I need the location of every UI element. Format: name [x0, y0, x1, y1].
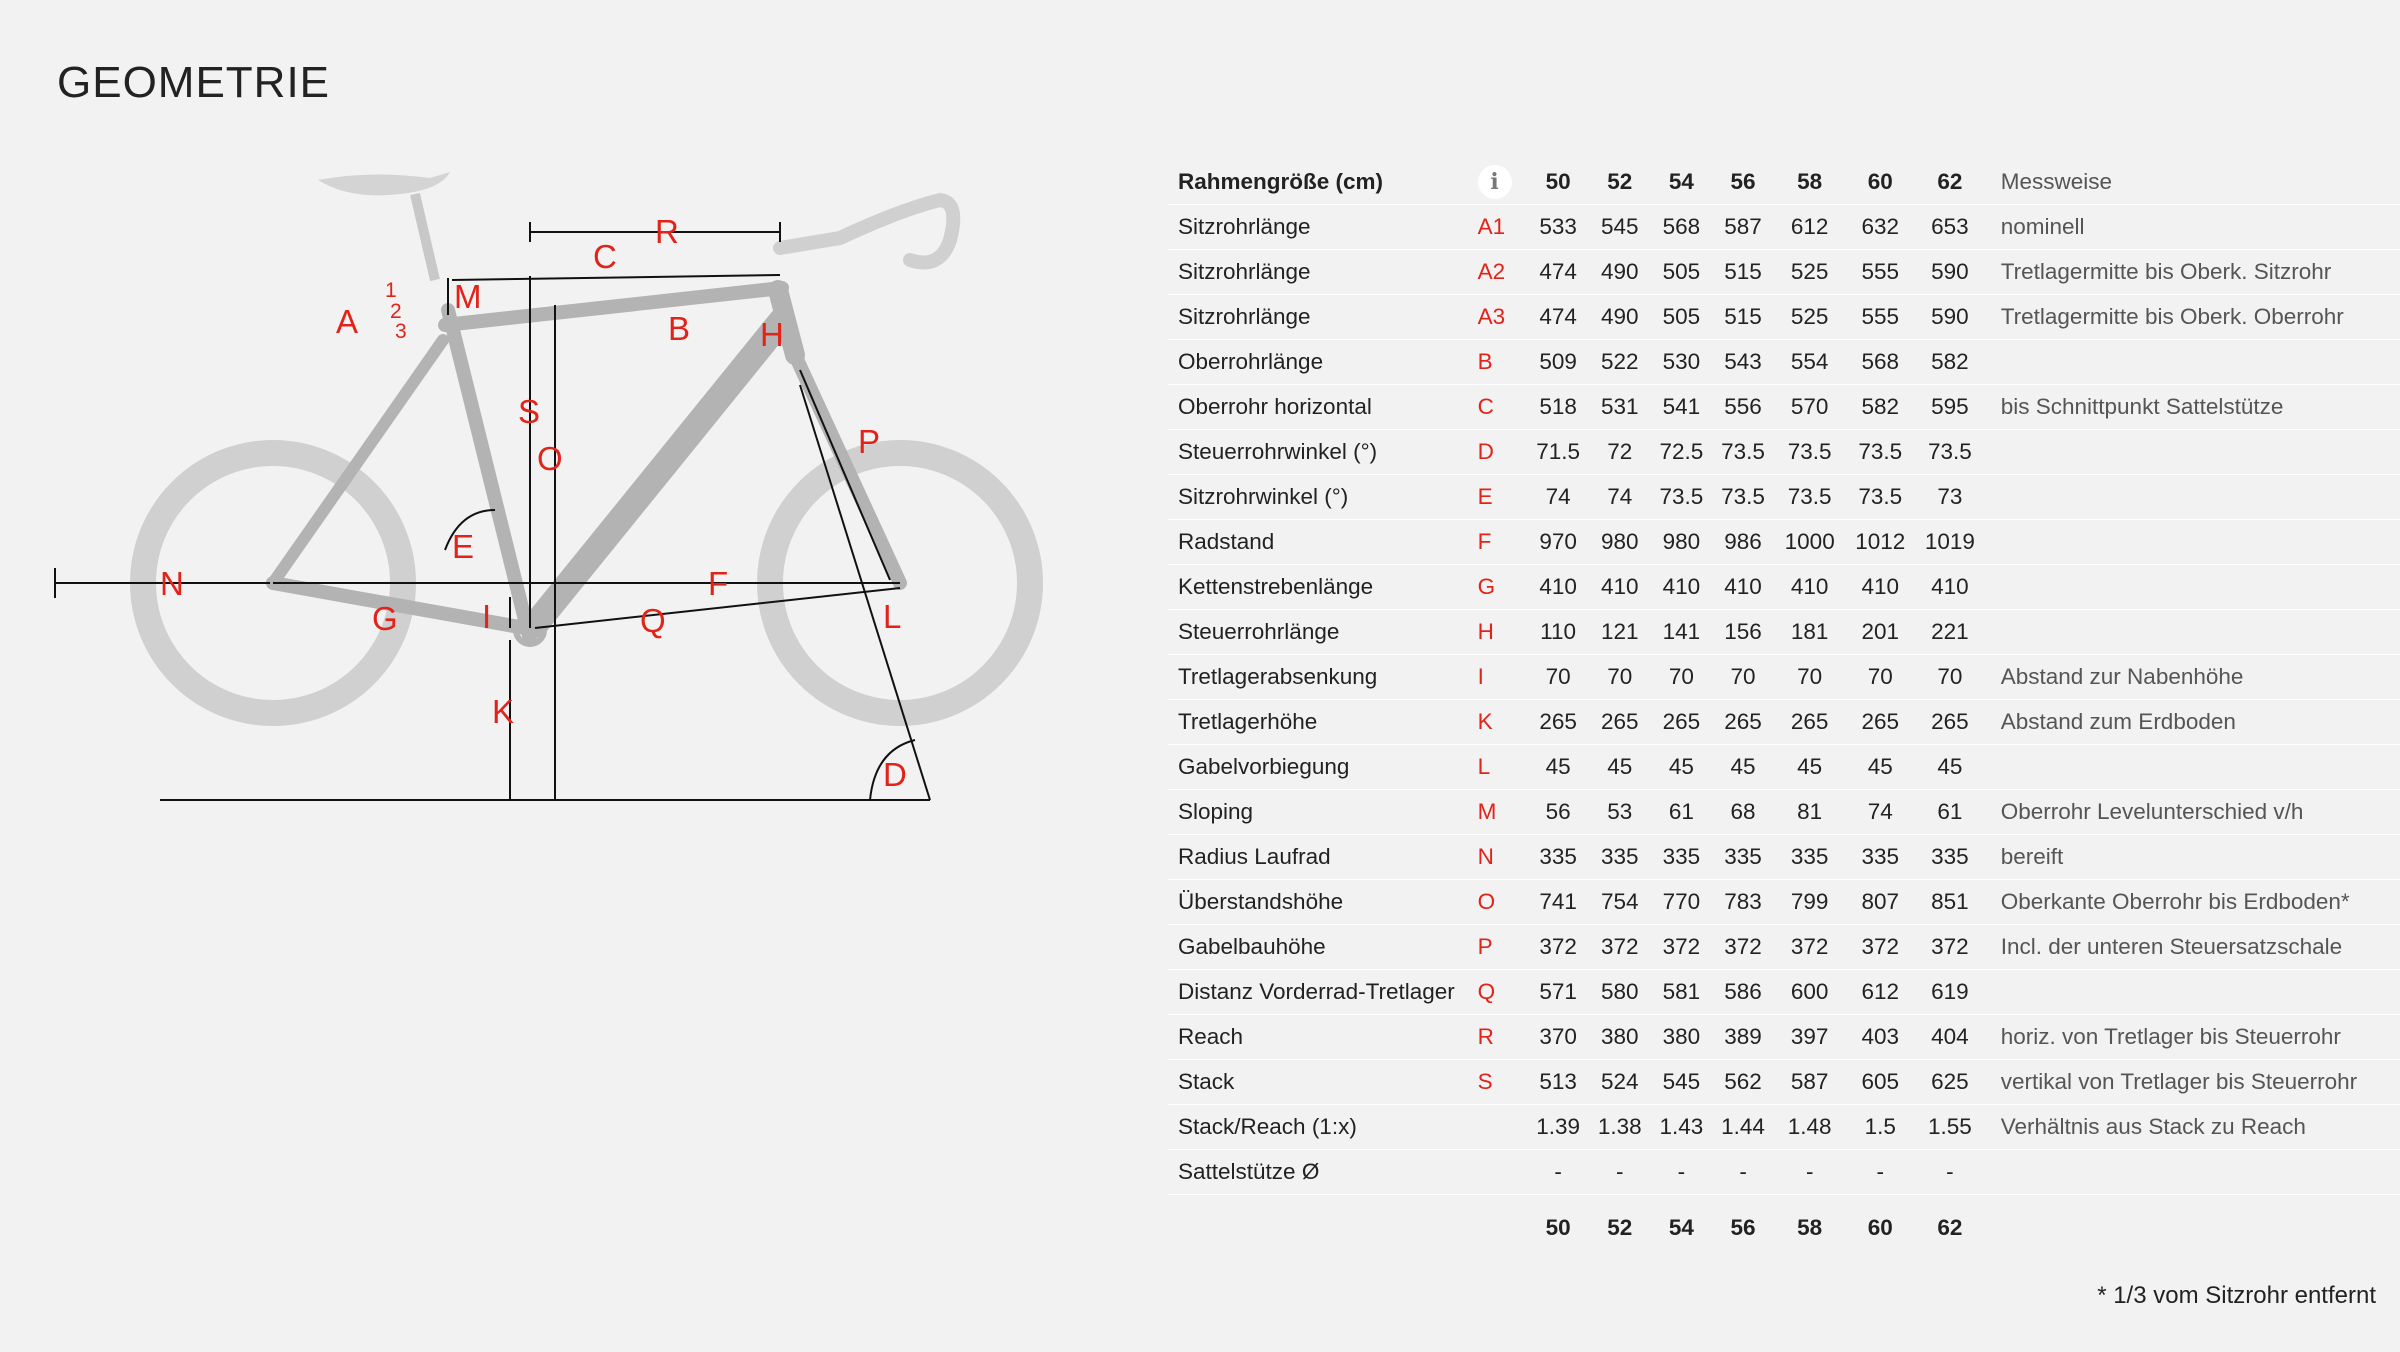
- row-name: Steuerrohrlänge: [1168, 610, 1478, 655]
- row-value: 141: [1651, 610, 1713, 655]
- row-note: Tretlagermitte bis Oberk. Oberrohr: [1985, 295, 2400, 340]
- header-frame-size: Rahmengröße (cm): [1178, 169, 1384, 194]
- row-value: 605: [1845, 1060, 1915, 1105]
- row-name: Sloping: [1168, 790, 1478, 835]
- row-value: 372: [1527, 925, 1589, 970]
- row-code: K: [1478, 700, 1528, 745]
- table-row: [1168, 1105, 2400, 1150]
- frame: [273, 288, 900, 644]
- row-value: 509: [1527, 340, 1589, 385]
- row-value: 45: [1527, 745, 1589, 790]
- row-note: Tretlagermitte bis Oberk. Sitzrohr: [1985, 250, 2400, 295]
- row-note: nominell: [1985, 205, 2400, 250]
- row-value: 53: [1589, 790, 1651, 835]
- row-value: 265: [1915, 700, 1985, 745]
- row-value: 851: [1915, 880, 1985, 925]
- row-value: 70: [1845, 655, 1915, 700]
- footer-size: 54: [1668, 1215, 1694, 1240]
- row-value: 1012: [1845, 520, 1915, 565]
- row-value: 73.5: [1915, 430, 1985, 475]
- row-value: 653: [1915, 205, 1985, 250]
- row-value: 265: [1712, 700, 1774, 745]
- row-value: 1.43: [1651, 1105, 1713, 1150]
- row-value: 554: [1774, 340, 1846, 385]
- row-value: 541: [1651, 385, 1713, 430]
- footer-size: 60: [1867, 1215, 1893, 1240]
- row-name: Radstand: [1168, 520, 1478, 565]
- row-value: 110: [1527, 610, 1589, 655]
- row-note: [1985, 970, 2400, 1015]
- label-A1: 1: [385, 279, 397, 302]
- row-value: 1019: [1915, 520, 1985, 565]
- row-code: G: [1478, 565, 1528, 610]
- row-value: 410: [1651, 565, 1713, 610]
- row-name: Radius Laufrad: [1168, 835, 1478, 880]
- row-value: 525: [1774, 250, 1846, 295]
- row-value: 770: [1651, 880, 1713, 925]
- row-value: 474: [1527, 250, 1589, 295]
- row-value: -: [1915, 1150, 1985, 1195]
- row-value: 73.5: [1845, 475, 1915, 520]
- row-value: 410: [1589, 565, 1651, 610]
- row-value: 562: [1712, 1060, 1774, 1105]
- table-row: [1168, 1015, 2400, 1060]
- row-value: 372: [1712, 925, 1774, 970]
- row-value: 474: [1527, 295, 1589, 340]
- row-name: Überstandshöhe: [1168, 880, 1478, 925]
- row-value: 590: [1915, 250, 1985, 295]
- row-value: 73.5: [1651, 475, 1713, 520]
- header-info: [1478, 160, 1528, 205]
- row-value: 1.39: [1527, 1105, 1589, 1150]
- row-value: 70: [1915, 655, 1985, 700]
- row-value: 45: [1845, 745, 1915, 790]
- row-value: 68: [1712, 790, 1774, 835]
- row-value: 404: [1915, 1015, 1985, 1060]
- row-note: vertikal von Tretlager bis Steuerrohr: [1985, 1060, 2400, 1105]
- row-value: 518: [1527, 385, 1589, 430]
- row-code: H: [1478, 610, 1528, 655]
- row-code: A2: [1478, 250, 1528, 295]
- label-A2: 2: [390, 300, 402, 323]
- row-value: 490: [1589, 295, 1651, 340]
- row-note: [1985, 610, 2400, 655]
- row-note: Verhältnis aus Stack zu Reach: [1985, 1105, 2400, 1150]
- row-note: horiz. von Tretlager bis Steuerrohr: [1985, 1015, 2400, 1060]
- row-value: 74: [1845, 790, 1915, 835]
- row-value: 1.38: [1589, 1105, 1651, 1150]
- row-value: 73.5: [1712, 475, 1774, 520]
- row-value: 335: [1774, 835, 1846, 880]
- header-method: Messweise: [2000, 169, 2113, 194]
- row-value: -: [1774, 1150, 1846, 1195]
- row-name: Kettenstrebenlänge: [1168, 565, 1478, 610]
- row-value: 181: [1774, 610, 1846, 655]
- table-row: [1168, 340, 2400, 385]
- row-value: 505: [1651, 250, 1713, 295]
- row-code: [1478, 1150, 1528, 1195]
- row-value: 73.5: [1845, 430, 1915, 475]
- footer-size: 52: [1607, 1215, 1633, 1240]
- row-value: 513: [1527, 1060, 1589, 1105]
- row-value: 335: [1712, 835, 1774, 880]
- row-value: 265: [1845, 700, 1915, 745]
- row-value: 533: [1527, 205, 1589, 250]
- row-name: Stack/Reach (1:x): [1168, 1105, 1478, 1150]
- row-value: 600: [1774, 970, 1846, 1015]
- row-value: 568: [1845, 340, 1915, 385]
- row-value: 372: [1651, 925, 1713, 970]
- header-size: 50: [1545, 169, 1571, 194]
- footer-size: 56: [1730, 1215, 1756, 1240]
- row-value: 61: [1915, 790, 1985, 835]
- label-K: K: [492, 693, 515, 730]
- row-value: 531: [1589, 385, 1651, 430]
- row-value: 74: [1527, 475, 1589, 520]
- row-value: 74: [1589, 475, 1651, 520]
- row-value: 335: [1651, 835, 1713, 880]
- label-H: H: [760, 316, 784, 353]
- table-row: [1168, 1150, 2400, 1195]
- table-row: [1168, 880, 2400, 925]
- row-code: C: [1478, 385, 1528, 430]
- row-value: 45: [1712, 745, 1774, 790]
- row-name: Steuerrohrwinkel (°): [1168, 430, 1478, 475]
- row-code: R: [1478, 1015, 1528, 1060]
- row-value: 580: [1589, 970, 1651, 1015]
- row-name: Sitzrohrlänge: [1168, 250, 1478, 295]
- row-note: bereift: [1985, 835, 2400, 880]
- row-code: D: [1478, 430, 1528, 475]
- row-note: [1985, 565, 2400, 610]
- row-value: 612: [1845, 970, 1915, 1015]
- row-value: 121: [1589, 610, 1651, 655]
- row-name: Gabelbauhöhe: [1168, 925, 1478, 970]
- label-P: P: [858, 423, 881, 460]
- header-size: 60: [1867, 169, 1893, 194]
- row-value: 410: [1915, 565, 1985, 610]
- handlebar: [780, 200, 953, 263]
- row-name: Stack: [1168, 1060, 1478, 1105]
- row-value: -: [1712, 1150, 1774, 1195]
- row-value: 73: [1915, 475, 1985, 520]
- info-icon[interactable]: i: [1478, 165, 1512, 199]
- row-value: 45: [1651, 745, 1713, 790]
- row-value: 980: [1651, 520, 1713, 565]
- table-row: [1168, 295, 2400, 340]
- row-name: Oberrohrlänge: [1168, 340, 1478, 385]
- row-note: Oberkante Oberrohr bis Erdboden*: [1985, 880, 2400, 925]
- row-value: 799: [1774, 880, 1846, 925]
- row-value: 595: [1915, 385, 1985, 430]
- row-value: 45: [1915, 745, 1985, 790]
- row-code: L: [1478, 745, 1528, 790]
- row-code: E: [1478, 475, 1528, 520]
- label-F: F: [708, 565, 729, 602]
- footer-size: 58: [1797, 1215, 1823, 1240]
- table-row: [1168, 925, 2400, 970]
- row-name: Gabelvorbiegung: [1168, 745, 1478, 790]
- label-M: M: [454, 278, 482, 315]
- row-value: 403: [1845, 1015, 1915, 1060]
- seatpost: [415, 194, 435, 280]
- label-A: A: [336, 303, 359, 340]
- table-row: [1168, 835, 2400, 880]
- table-row: [1168, 250, 2400, 295]
- row-value: 265: [1651, 700, 1713, 745]
- bike-geometry-svg: [40, 150, 1160, 830]
- saddle: [318, 172, 450, 195]
- row-value: 370: [1527, 1015, 1589, 1060]
- row-code: A3: [1478, 295, 1528, 340]
- row-value: 515: [1712, 295, 1774, 340]
- label-C: C: [593, 238, 617, 275]
- label-N: N: [160, 565, 184, 602]
- header-size: 54: [1668, 169, 1694, 194]
- table-row: [1168, 205, 2400, 250]
- row-value: 490: [1589, 250, 1651, 295]
- row-value: 581: [1651, 970, 1713, 1015]
- row-value: 81: [1774, 790, 1846, 835]
- row-value: 619: [1915, 970, 1985, 1015]
- row-value: 73.5: [1774, 475, 1846, 520]
- row-value: 61: [1651, 790, 1713, 835]
- row-value: 807: [1845, 880, 1915, 925]
- row-value: 783: [1712, 880, 1774, 925]
- row-value: 70: [1651, 655, 1713, 700]
- row-value: 45: [1774, 745, 1846, 790]
- footnote: * 1/3 vom Sitzrohr entfernt: [2097, 1282, 2376, 1309]
- row-value: 586: [1712, 970, 1774, 1015]
- label-R: R: [655, 213, 679, 250]
- row-note: Abstand zur Nabenhöhe: [1985, 655, 2400, 700]
- row-value: 72: [1589, 430, 1651, 475]
- row-code: [1478, 1105, 1528, 1150]
- row-value: 70: [1712, 655, 1774, 700]
- label-L: L: [883, 598, 902, 635]
- row-value: 265: [1589, 700, 1651, 745]
- row-value: 73.5: [1774, 430, 1846, 475]
- row-value: -: [1651, 1150, 1713, 1195]
- row-value: 568: [1651, 205, 1713, 250]
- row-value: 410: [1845, 565, 1915, 610]
- row-code: S: [1478, 1060, 1528, 1105]
- row-value: 555: [1845, 250, 1915, 295]
- row-value: 335: [1915, 835, 1985, 880]
- row-value: 545: [1589, 205, 1651, 250]
- row-value: 380: [1651, 1015, 1713, 1060]
- table-row: [1168, 790, 2400, 835]
- label-Q: Q: [640, 602, 666, 639]
- row-value: 525: [1774, 295, 1846, 340]
- row-value: 372: [1915, 925, 1985, 970]
- row-value: 986: [1712, 520, 1774, 565]
- row-note: [1985, 475, 2400, 520]
- row-value: 397: [1774, 1015, 1846, 1060]
- row-name: Sitzrohrwinkel (°): [1168, 475, 1478, 520]
- row-name: Tretlagerhöhe: [1168, 700, 1478, 745]
- row-name: Distanz Vorderrad-Tretlager: [1168, 970, 1478, 1015]
- table-row: [1168, 565, 2400, 610]
- row-name: Tretlagerabsenkung: [1168, 655, 1478, 700]
- row-value: 265: [1527, 700, 1589, 745]
- row-value: 530: [1651, 340, 1713, 385]
- row-value: 335: [1527, 835, 1589, 880]
- table-row: [1168, 430, 2400, 475]
- label-O: O: [537, 440, 563, 477]
- row-value: 1.5: [1845, 1105, 1915, 1150]
- row-value: 556: [1712, 385, 1774, 430]
- label-D: D: [883, 756, 907, 793]
- row-value: 754: [1589, 880, 1651, 925]
- row-value: 625: [1915, 1060, 1985, 1105]
- header-size: 62: [1937, 169, 1963, 194]
- footer-size: 62: [1937, 1215, 1963, 1240]
- row-code: F: [1478, 520, 1528, 565]
- table-footer-row: [1168, 1195, 2400, 1262]
- row-value: 970: [1527, 520, 1589, 565]
- label-G: G: [372, 600, 398, 637]
- row-value: 372: [1774, 925, 1846, 970]
- geometry-table: [1168, 160, 2400, 1261]
- row-value: 71.5: [1527, 430, 1589, 475]
- header-size: 56: [1730, 169, 1756, 194]
- row-value: 522: [1589, 340, 1651, 385]
- row-note: Oberrohr Levelunterschied v/h: [1985, 790, 2400, 835]
- row-note: Incl. der unteren Steuersatzschale: [1985, 925, 2400, 970]
- row-code: M: [1478, 790, 1528, 835]
- row-code: I: [1478, 655, 1528, 700]
- table-row: [1168, 655, 2400, 700]
- table-row: [1168, 475, 2400, 520]
- row-value: 632: [1845, 205, 1915, 250]
- row-value: 505: [1651, 295, 1713, 340]
- row-code: B: [1478, 340, 1528, 385]
- row-name: Sattelstütze Ø: [1168, 1150, 1478, 1195]
- row-value: 555: [1845, 295, 1915, 340]
- row-name: Oberrohr horizontal: [1168, 385, 1478, 430]
- row-value: 980: [1589, 520, 1651, 565]
- row-value: 221: [1915, 610, 1985, 655]
- row-value: 45: [1589, 745, 1651, 790]
- row-value: 335: [1589, 835, 1651, 880]
- row-note: [1985, 1150, 2400, 1195]
- row-note: bis Schnittpunkt Sattelstütze: [1985, 385, 2400, 430]
- row-value: 410: [1774, 565, 1846, 610]
- row-value: 70: [1527, 655, 1589, 700]
- row-value: 265: [1774, 700, 1846, 745]
- table-row: [1168, 385, 2400, 430]
- table-row: [1168, 700, 2400, 745]
- row-value: 741: [1527, 880, 1589, 925]
- page-title: GEOMETRIE: [57, 58, 331, 107]
- row-value: -: [1527, 1150, 1589, 1195]
- table-header-row: [1168, 160, 2400, 205]
- row-value: 1.44: [1712, 1105, 1774, 1150]
- row-name: Sitzrohrlänge: [1168, 295, 1478, 340]
- row-value: 1.48: [1774, 1105, 1846, 1150]
- table-row: [1168, 520, 2400, 565]
- row-value: 515: [1712, 250, 1774, 295]
- header-size: 52: [1607, 169, 1633, 194]
- row-value: 1.55: [1915, 1105, 1985, 1150]
- row-value: 1000: [1774, 520, 1846, 565]
- row-code: O: [1478, 880, 1528, 925]
- row-value: 156: [1712, 610, 1774, 655]
- row-value: 543: [1712, 340, 1774, 385]
- header-size: 58: [1797, 169, 1823, 194]
- row-value: 70: [1774, 655, 1846, 700]
- table-row: [1168, 1060, 2400, 1105]
- row-name: Sitzrohrlänge: [1168, 205, 1478, 250]
- row-code: A1: [1478, 205, 1528, 250]
- label-E: E: [452, 528, 475, 565]
- row-value: 72.5: [1651, 430, 1713, 475]
- row-value: 410: [1527, 565, 1589, 610]
- row-value: 582: [1845, 385, 1915, 430]
- row-note: [1985, 340, 2400, 385]
- table-row: [1168, 610, 2400, 655]
- row-value: 335: [1845, 835, 1915, 880]
- row-code: Q: [1478, 970, 1528, 1015]
- row-note: Abstand zum Erdboden: [1985, 700, 2400, 745]
- row-value: 56: [1527, 790, 1589, 835]
- row-value: 570: [1774, 385, 1846, 430]
- row-value: -: [1589, 1150, 1651, 1195]
- label-I: I: [482, 598, 492, 635]
- row-value: 545: [1651, 1060, 1713, 1105]
- geometry-diagram: [40, 150, 1160, 830]
- row-value: 524: [1589, 1060, 1651, 1105]
- label-B: B: [668, 310, 691, 347]
- row-code: P: [1478, 925, 1528, 970]
- row-value: 389: [1712, 1015, 1774, 1060]
- row-value: -: [1845, 1150, 1915, 1195]
- row-value: 201: [1845, 610, 1915, 655]
- row-value: 70: [1589, 655, 1651, 700]
- row-value: 587: [1712, 205, 1774, 250]
- row-value: 582: [1915, 340, 1985, 385]
- label-A3: 3: [395, 320, 407, 343]
- table-row: [1168, 745, 2400, 790]
- row-value: 372: [1589, 925, 1651, 970]
- row-code: N: [1478, 835, 1528, 880]
- row-note: [1985, 520, 2400, 565]
- row-value: 73.5: [1712, 430, 1774, 475]
- label-S: S: [518, 393, 541, 430]
- row-value: 612: [1774, 205, 1846, 250]
- row-note: [1985, 745, 2400, 790]
- row-value: 372: [1845, 925, 1915, 970]
- footer-size: 50: [1545, 1215, 1571, 1240]
- row-value: 590: [1915, 295, 1985, 340]
- row-value: 571: [1527, 970, 1589, 1015]
- table-row: [1168, 970, 2400, 1015]
- row-value: 587: [1774, 1060, 1846, 1105]
- row-value: 410: [1712, 565, 1774, 610]
- row-value: 380: [1589, 1015, 1651, 1060]
- row-name: Reach: [1168, 1015, 1478, 1060]
- row-note: [1985, 430, 2400, 475]
